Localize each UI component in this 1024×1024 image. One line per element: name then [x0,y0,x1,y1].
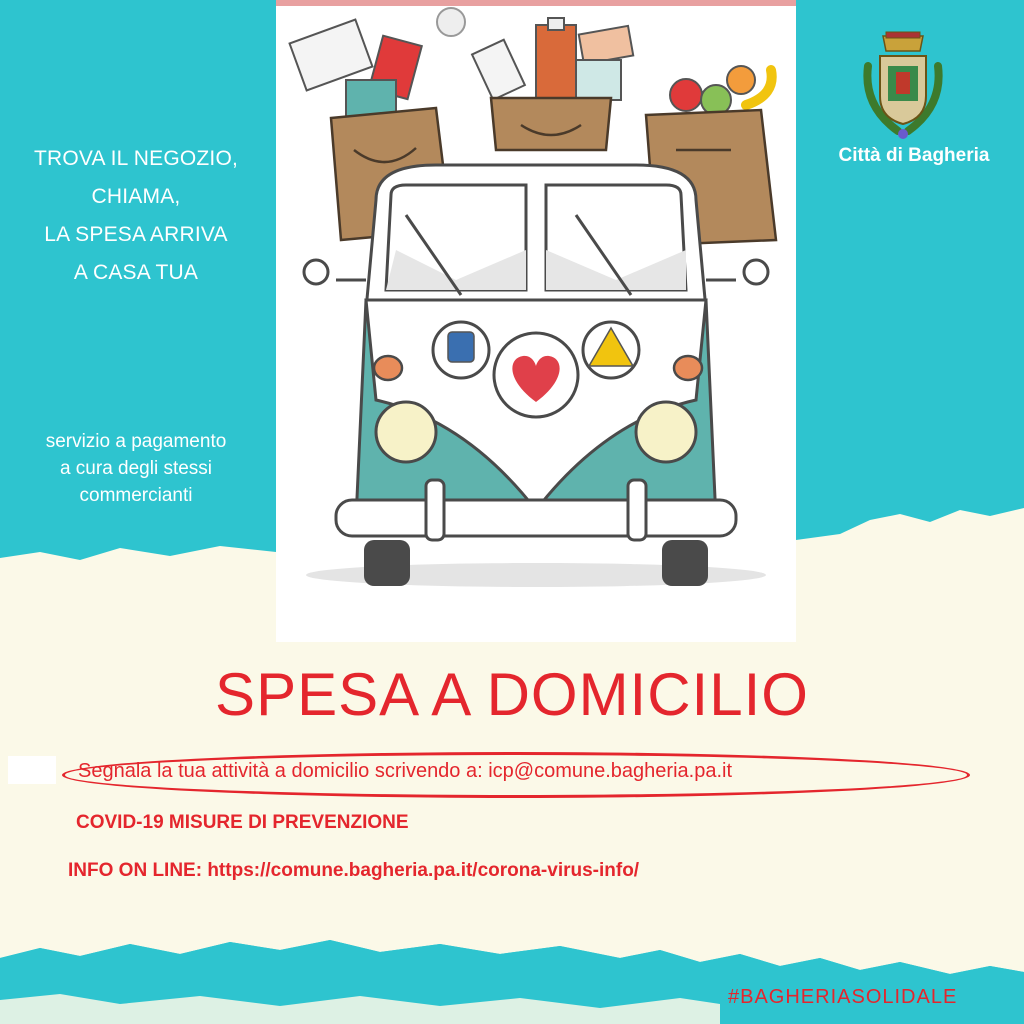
tagline [0,140,272,292]
city-name: Città di Bagheria [838,145,990,166]
service-line: servizio a pagamento [45,431,227,452]
service-note [0,428,272,509]
tagline-line: TROVA IL NEGOZIO, [33,147,239,170]
service-line: commercianti [79,485,193,506]
info-link[interactable]: INFO ON LINE: https://comune.bagheria.pa.it/corona-virus-info/ [68,860,640,881]
notice-text: Segnala la tua attività a domicilio scrivendo a: icp@comune.bagheria.pa.it [78,760,733,782]
service-line: a cura degli stessi [59,458,213,479]
covid-heading: COVID-19 MISURE DI PREVENZIONE [76,812,409,833]
hashtag: #BAGHERIASOLIDALE [728,986,958,1008]
tagline-line: LA SPESA ARRIVA [44,223,228,246]
city-crest-icon [858,26,948,146]
tagline-line: A CASA TUA [73,261,199,284]
page-title: SPESA A DOMICILIO [215,661,809,728]
van-illustration [276,0,796,642]
tagline-line: CHIAMA, [91,185,181,208]
